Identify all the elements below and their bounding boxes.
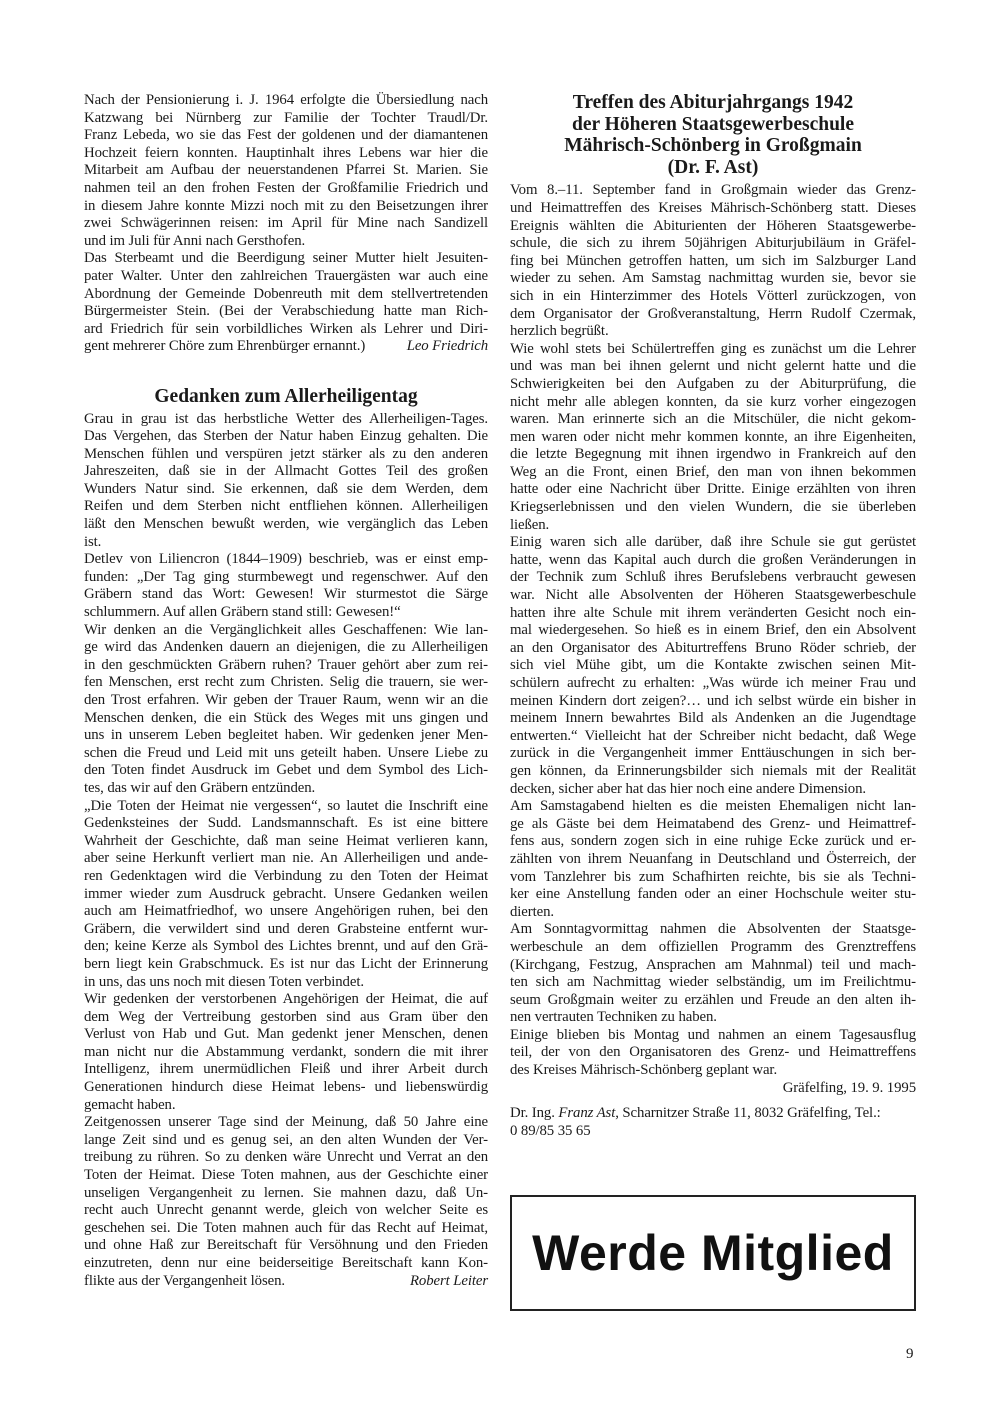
text-line: und ohne Haß zur Bereitschaft für Versöhnung und den Frieden [84, 1237, 488, 1254]
text-line: nicht mehr alle ablegen konnten, da sie kurz vorher eingezogen [510, 393, 916, 410]
text-line: gen können, da Erinnerungsbilder sich niemals mit der Realität [510, 762, 916, 779]
text-line: schlummern. Auf allen Gräbern stand still: Gewesen!“ [84, 604, 401, 621]
text-line-content: flikte aus der Vergangenheit lösen. [84, 1272, 285, 1289]
text-line: Gräbern, die verwildert sind und deren Grabsteine entfernt wur- [84, 920, 488, 937]
text-line: ker eine Anstellung fanden oder an einer Hochschule weiter stu- [510, 886, 916, 903]
text-line: und im Juli für Anni nach Gersthofen. [84, 232, 306, 249]
text-line: hatten ihre alte Schule mit ihrem veränderten Gesicht noch ein- [510, 604, 916, 621]
paragraph [510, 534, 916, 798]
author-signature: Leo Friedrich [406, 338, 488, 355]
text-line: man nicht nur die Abstammung verdankt, sondern die mit ihrer [84, 1043, 488, 1060]
text-line: Zeitgenossen unserer Tage sind der Meinung, daß 50 Jahre eine [84, 1114, 488, 1131]
text-line: meinen Kindern dort zeigen?… und ich selbst würde ein bisher in [510, 692, 916, 709]
paragraph [84, 798, 488, 992]
text-line: Wir gedenken der verstorbenen Angehörigen der Heimat, die auf [84, 991, 488, 1008]
contact-name: Franz Ast [558, 1105, 616, 1122]
text-line: Vom 8.–11. September fand in Großgmain wieder das Grenz- [510, 182, 916, 199]
section-heading [84, 386, 488, 408]
text-line: war. Nicht alle Absolventen der Höheren Staatsgewerbeschule [510, 587, 916, 604]
author-contact [510, 1105, 916, 1123]
paragraph [510, 1027, 916, 1080]
text-line: Das Vergehen, das Sterben der Natur haben Einzug gehalten. Die [84, 428, 488, 445]
text-line: Jahreszeiten, daß sie in der Allmacht Gottes Teil des großen [84, 463, 488, 480]
text-line: Detlev von Liliencron (1844–1909) beschrieb, was er einst emp- [84, 551, 488, 568]
paragraph [84, 622, 488, 798]
text-line: seum Großgmain weiter zu erzählen und Freude an den alten ih- [510, 991, 916, 1008]
paragraph [510, 341, 916, 535]
text-line: Verlust von Hab und Gut. Man gedenkt jener Menschen, denen [84, 1026, 488, 1043]
paragraph [84, 92, 488, 250]
text-line: Toten der Heimat. Diese Toten mahnen, aus der Geschichte einer [84, 1167, 488, 1184]
paragraph [510, 182, 916, 340]
text-line: ge wird das Andenken dauern an diejenigen, die zu Allerheiligen [84, 639, 488, 656]
text-line: ard Friedrich für sein vorbildliches Wirken als Lehrer und Diri- [84, 320, 488, 337]
text-line: Am Samstagabend hielten es die meisten Ehemaligen nicht lan- [510, 798, 916, 815]
text-line: Katzwang bei Nürnberg zur Familie der Tochter Traudl/Dr. [84, 109, 488, 126]
text-line: und Heimattreffen des Kreises Mährisch-Schönberg statt. Dieses [510, 199, 916, 216]
text-line: vom Tanzlehrer bis zum Schafhirten reichte, bis sie als Techni- [510, 868, 916, 885]
text-line: fens aus, sondern zogen sich in eine ruhige Ecke zurück und er- [510, 833, 916, 850]
text-line: waren. Man erinnerte sich an die Mitschüler, die nicht gekom- [510, 411, 916, 428]
text-line: Bürgermeister Stein. (Bei der Verabschiedung hatte man Rich- [84, 303, 488, 320]
text-line: recht auch Unrecht genannt werde, gleich von welcher Seite es [84, 1202, 488, 1219]
paragraph [84, 991, 488, 1114]
text-line: wieder zu sehen. Am Samstag nachmittag wurden sie, bevor sie [510, 270, 916, 287]
text-line: Hochzeit feiern konnten. Hauptinhalt ihres Lebens war hier die [84, 144, 488, 161]
heading-line: Mährisch-Schönberg in Großgmain [564, 135, 862, 157]
text-line: Weg an die Front, einen Brief, den man von ihnen bekommen [510, 463, 916, 480]
text-line: schule, die sich zu ihrem 50jährigen Abiturjubiläum in Gräfel- [510, 235, 916, 252]
text-line: Schwierigkeiten bei den Aufgaben zu der Abiturprüfung, die [510, 375, 916, 392]
paragraph [510, 921, 916, 1027]
text-line: Generationen hindurch diese Heimat lebens- und liebenswürdig [84, 1079, 488, 1096]
text-line: der Technik zum Schluß ihres Berufslebens verbraucht gewesen [510, 569, 916, 586]
text-line: an den Organisator des Abiturtreffens Bruno Röder schrieb, der [510, 639, 916, 656]
paragraph [84, 411, 488, 552]
page-number: 9 [906, 1346, 914, 1362]
text-line: in diesem Jahre konnte Mizzi noch mit zu den Beisetzungen ihrer [84, 197, 488, 214]
text-line: Gedenksteines der Sudd. Landsmannschaft. Es ist eine bittere [84, 815, 488, 832]
heading-line: der Höheren Staatsgewerbeschule [572, 113, 854, 135]
text-line: lange Zeit sind und es genug sei, an den alten Wunden der Ver- [84, 1131, 488, 1148]
text-line: den Trost erfahren. Wir geben der Trauer Raum, wenn wir an die [84, 692, 488, 708]
text-line: nahmen teil an den frohen Festen der Großfamilie Friedrich und [84, 179, 488, 196]
contact-address: , Scharnitzer Straße 11, 8032 Gräfelfing, Tel.: [615, 1105, 881, 1122]
text-line: (Kirchgang, Festzug, Ansprachen am Mahnmal) teil und mach- [510, 956, 916, 973]
text-line: Wahrheit der Geschichte, daß man seine Heimat verlieren kann, [84, 832, 488, 849]
text-line [84, 338, 488, 356]
paragraph [84, 551, 488, 621]
text-line: Mitarbeit am Aufbau der neuerstandenen Pfarrei St. Marien. Sie [84, 162, 488, 179]
text-line: in uns, das uns noch mit diesen Toten verbindet. [84, 973, 364, 990]
text-line: ge als Gäste bei dem Heimatabend des Grenz- und Heimattref- [510, 815, 916, 832]
text-line: dem Weg der Vertreibung gestorben sind aus Gram über den [84, 1008, 488, 1025]
text-line: bern liegt kein Grabschmuck. Es ist nur das Licht der Erinnerung [84, 955, 488, 972]
text-line: dierten. [510, 903, 554, 920]
text-line: fen Menschen, erst recht zum Christen. Selig die trauern, sie wer- [84, 674, 488, 691]
heading-line: Gedanken zum Allerheiligentag [154, 385, 418, 407]
text-line: ließen. [510, 516, 550, 533]
text-line: dem Organisator der Großveranstaltung, Herrn Rudolf Czermak, [510, 305, 916, 322]
text-line: ten sich am Nachmittag wieder selbständig, um im Freilichtmu- [510, 974, 916, 991]
membership-ad-box [510, 1195, 916, 1311]
text-line: Franz Lebeda, wo sie das Fest der goldenen und der diamantenen [84, 127, 488, 144]
text-line: und was man bei ihnen gelernt und nicht gelernt hatte und die [510, 358, 916, 375]
text-line: unseligen Vergangenheit zu lernen. Sie mahnen dazu, daß Un- [84, 1184, 488, 1201]
text-line: entwerten.“ Vielleicht hat der Schreiber nicht bedacht, daß Wege [510, 727, 916, 744]
text-line: Abordnung der Gemeinde Dobenreuth mit dem stellvertretenden [84, 285, 488, 302]
text-line: werbeschule an dem offiziellen Programm des Grenztreffens [510, 938, 916, 955]
text-line: tes, das wir auf den Gräbern entzünden. [84, 779, 316, 796]
text-line: nen vertrauten Techniken zu haben. [510, 1009, 717, 1026]
text-line: ist. [84, 533, 102, 550]
contact-phone: 0 89/85 35 65 [510, 1122, 591, 1139]
author-signature: Robert Leiter [409, 1272, 488, 1289]
text-line: in den geschmückten Gräbern ruhen? Trauer gehört aber zum rei- [84, 656, 488, 673]
paragraph [84, 250, 488, 356]
text-line: aber seine Herkunft verliert man nie. An Allerheiligen und ande- [84, 850, 488, 867]
text-line: Einig waren sich alle darüber, daß ihre Schule sie gut gerüstet [510, 534, 916, 551]
text-line: Menschen fühlen und verspüren jetzt stärker als zu den anderen [84, 445, 488, 462]
text-line: Wie wohl stets bei Schülertreffen ging es zunächst um die Lehrer [510, 340, 916, 357]
text-line: gemacht haben. [84, 1096, 176, 1113]
dateline [510, 1080, 916, 1098]
paragraph [510, 798, 916, 921]
text-line: Wir denken an die Vergänglichkeit alles Geschaffenen: Wie lan- [84, 621, 488, 638]
text-line: zurück in die Vergangenheit immer Enttäuschungen in sich ber- [510, 745, 916, 762]
text-line: Gräbern stand das Wort: Gewesen! Wir sturmestot die Särge [84, 586, 488, 603]
text-line: teil, der von den Organisatoren des Grenz- und Heimattreffens [510, 1044, 916, 1061]
text-line: läßt den Menschen bewußt werden, wie vergänglich das Leben [84, 516, 488, 533]
text-line: den; keine Kerze als Symbol des Lichtes brennt, und auf den Grä- [84, 938, 488, 955]
text-line: Das Sterbeamt und die Beerdigung seiner Mutter hielt Jesuiten- [84, 250, 488, 267]
text-line: mal wiedergesehen. So hieß es in einem Brief, den ein Absolvent [510, 622, 916, 639]
text-line: ren Gedenktagen wird die Verbindung zu den Toten der Heimat [84, 867, 488, 884]
text-line: herzlich begrüßt. [510, 323, 609, 340]
text-line: Intelligenz, ihrem unermüdlichen Fleiß und ihrer Arbeit durch [84, 1061, 488, 1078]
text-line: uns in unserem Leben begleitet haben. Wir gedenken jener Men- [84, 727, 488, 744]
text-line: schen die Freud und Leid mit uns geteilt haben. Unsere Liebe zu [84, 744, 488, 761]
text-line: hatte oder eine Nachricht über Dritte. Einige erzählten von ihren [510, 481, 916, 498]
text-line [84, 1273, 488, 1291]
text-line: Nach der Pensionierung i. J. 1964 erfolgte die Übersiedlung nach [84, 92, 488, 108]
text-line: Am Sonntagvormittag nahmen die Absolventen der Staatsge- [510, 921, 916, 938]
text-line: des Kreises Mährisch-Schönberg geplant war. [510, 1062, 778, 1079]
left-column [84, 92, 488, 1290]
text-line: den Toten findet Ausdruck im Gebet und dem Symbol des Lich- [84, 762, 488, 779]
text-line: zwei Schwägerinnen reisen: im April für Mine nach Sandizell [84, 215, 488, 232]
text-line: die letzte Begegnung mit ihnen irgendwo in Frankreich auf den [510, 446, 916, 463]
text-line: Wunders Natur sind. Sie erkennen, daß sie dem Werden, dem [84, 480, 488, 497]
heading-line: Treffen des Abiturjahrgangs 1942 [572, 92, 854, 113]
text-line: sich in ein Hinterzimmer des Hotels Vötterl zurückzogen, von [510, 287, 916, 304]
article-abiturjahrgang [510, 92, 916, 1097]
text-line: schülern aufrecht zu erhalten: „Was würde ich meiner Frau und [510, 675, 916, 691]
section-heading [510, 92, 916, 178]
text-line: zählten von ihrem Neuanfang in Deutschland und Österreich, der [510, 850, 916, 867]
text-line: geschehen sei. Die Toten mahnen auch für das Recht auf Heimat, [84, 1219, 488, 1236]
membership-ad-text: Werde Mitglied [532, 1225, 894, 1281]
text-line: fing bei München getroffen hatten, um sich im Salzburger Land [510, 252, 916, 269]
text-line: decken, sicher aber hat das hier noch eine andere Dimension. [510, 780, 866, 797]
text-line: Reifen und dem Sterben nicht entfliehen können. Allerheiligen [84, 498, 488, 515]
text-line: „Die Toten der Heimat nie vergessen“, so lautet die Inschrift eine [84, 797, 488, 814]
heading-line: (Dr. F. Ast) [667, 156, 759, 178]
paragraph [84, 1114, 488, 1290]
text-line: meinem Innern bewahrtes Bild als Andenken an die Jugendtage [510, 710, 916, 727]
text-line: Einige blieben bis Montag und nahmen an einem Tagesausflug [510, 1026, 916, 1043]
text-line: Grau in grau ist das herbstliche Wetter des Allerheiligen-Tages. [84, 410, 488, 427]
text-line: men waren oder nicht mehr kommen konnte, an ihre Eigenheiten, [510, 428, 916, 445]
text-line: funden: „Der Tag ging sturmbewegt und regenschwer. Auf den [84, 568, 488, 585]
contact-prefix: Dr. Ing. [510, 1105, 559, 1122]
text-line: hatte, wenn das Kapital auch durch die großen Veränderungen in [510, 551, 916, 568]
text-line: auch am Heimatfriedhof, wo unsere Angehörigen ruhen, bei den [84, 903, 488, 920]
text-line: pater Walter. Unter den zahlreichen Trauergästen war auch eine [84, 267, 488, 284]
dateline-text: Gräfelfing, 19. 9. 1995 [782, 1079, 916, 1096]
right-column [510, 92, 916, 1140]
text-line: Ereignis wählten die Abiturienten der Höheren Staatsgewerbe- [510, 217, 916, 234]
text-line: Kriegserlebnissen und den vielen Wundern, die sie überleben [510, 499, 916, 516]
text-line: treibung zu rühren. So zu denken wäre Unrecht und Verrat an den [84, 1149, 488, 1166]
text-line: einzutreten, denn nur eine beiderseitige Bereitschaft kann Kon- [84, 1255, 488, 1271]
text-line: immer wieder zum Ausdruck gebracht. Unsere Gedanken weilen [84, 885, 488, 902]
text-line: sich viel Mühe gibt, um die Kontakte zwischen seinen Mit- [510, 657, 916, 674]
text-line: Menschen denken, die ein Stück des Weges mit uns gingen und [84, 709, 488, 726]
text-line-content: gent mehrerer Chöre zum Ehrenbürger ernannt.) [84, 338, 366, 355]
